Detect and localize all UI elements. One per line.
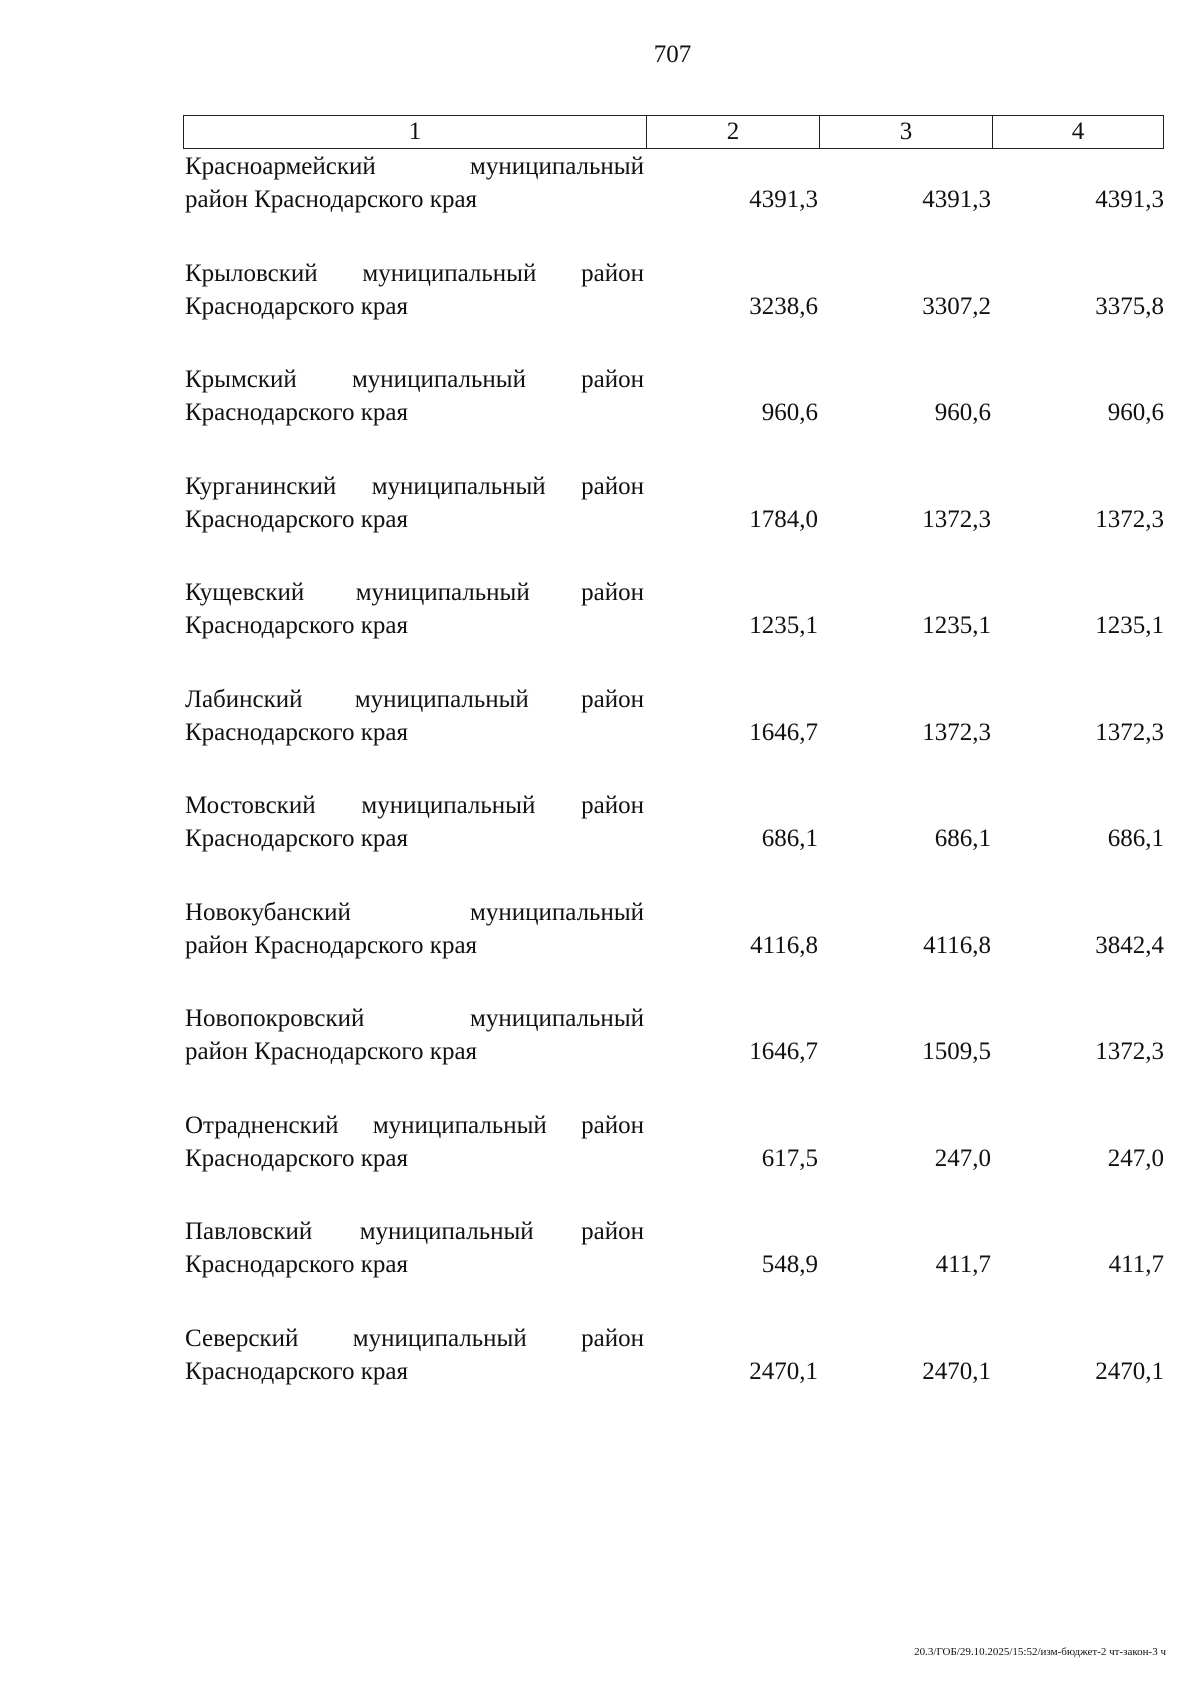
district-name [185,576,644,642]
value-col3: 1235,1 [922,612,991,639]
column-header-1: 1 [408,118,422,145]
district-name-line1: Крыловский муниципальный район [185,259,644,287]
district-name-line2: район Краснодарского края [185,1038,478,1065]
value-col4: 1372,3 [1095,718,1164,746]
district-name [185,1109,644,1175]
value-col3: 247,0 [934,1144,991,1172]
value-col2: 1235,1 [749,612,818,639]
column-header-2: 2 [646,116,819,148]
table-body [185,150,1165,1428]
value-col3: 1372,3 [922,718,991,746]
district-name-line2: Краснодарского края [185,1357,408,1385]
table-row [185,1109,1165,1216]
district-name-line2: район Краснодарского края [185,186,478,213]
value-col4: 3842,4 [1095,931,1164,959]
district-name-line2: Краснодарского края [185,399,408,426]
value-col4: 2470,1 [1095,1357,1164,1385]
district-name [185,1322,644,1388]
district-name-line2: Краснодарского края [185,612,408,639]
district-name [185,789,644,855]
table-row [185,257,1165,364]
table-row [185,1215,1165,1322]
district-name-line1: Отрадненский муниципальный район [185,1111,644,1139]
district-name-line1: Красноармейский муниципальный [185,153,644,180]
table-row [185,576,1165,683]
district-name-line2: Краснодарского края [185,505,408,533]
district-name-line1: Мостовский муниципальный район [185,792,644,819]
value-col2: 4391,3 [749,186,818,213]
table-row [185,896,1165,1003]
table-header [183,115,1164,149]
district-name [185,1002,644,1068]
value-col4: 4391,3 [1095,186,1164,213]
value-col3: 4391,3 [922,186,991,213]
value-col3: 411,7 [935,1251,991,1278]
table-row [185,363,1165,470]
district-name-line1: Кущевский муниципальный район [185,579,644,606]
district-name-line2: Краснодарского края [185,1144,408,1172]
value-col2: 548,9 [761,1251,818,1278]
value-col4: 960,6 [1107,399,1164,426]
district-name-line1: Курганинский муниципальный район [185,472,644,500]
value-col2: 2470,1 [749,1357,818,1385]
value-col2: 3238,6 [749,292,818,320]
district-name-line2: Краснодарского края [185,1251,408,1278]
value-col2: 960,6 [761,399,818,426]
table-row [185,683,1165,790]
district-name [185,470,644,536]
value-col3: 1509,5 [922,1038,991,1065]
district-name [185,257,644,323]
district-name-line1: Северский муниципальный район [185,1324,644,1352]
document-footer: 20.3/ГОБ/29.10.2025/15:52/изм-бюджет-2 чт-закон-3 ч [914,1646,1166,1658]
table-row [185,789,1165,896]
value-col4: 247,0 [1107,1144,1164,1172]
value-col2: 686,1 [761,825,818,852]
value-col4: 686,1 [1107,825,1164,852]
district-name-line2: Краснодарского края [185,825,408,852]
value-col3: 3307,2 [922,292,991,320]
district-name [185,896,644,962]
district-name [185,150,644,216]
value-col2: 4116,8 [750,931,818,959]
page-number: 707 [653,41,692,68]
district-name [185,683,644,749]
table-row [185,1322,1165,1429]
column-header-3: 3 [819,116,992,148]
district-name-line2: Краснодарского края [185,292,408,320]
district-name-line1: Лабинский муниципальный район [185,685,644,713]
value-col3: 960,6 [934,399,991,426]
value-col2: 1784,0 [749,505,818,533]
value-col3: 686,1 [934,825,991,852]
district-name-line1: Крымский муниципальный район [185,366,644,393]
district-name [185,1215,644,1281]
value-col3: 2470,1 [922,1357,991,1385]
value-col3: 1372,3 [922,505,991,533]
value-col4: 1235,1 [1095,612,1164,639]
column-header-4: 4 [992,116,1163,148]
table-row [185,150,1165,257]
district-name-line1: Павловский муниципальный район [185,1218,644,1245]
value-col2: 617,5 [761,1144,818,1172]
district-name [185,363,644,429]
table-row [185,1002,1165,1109]
table-row [185,470,1165,577]
district-name-line1: Новопокровский муниципальный [185,1005,644,1032]
value-col3: 4116,8 [923,931,991,959]
district-name-line1: Новокубанский муниципальный [185,898,644,926]
district-name-line2: район Краснодарского края [185,931,478,959]
district-name-line2: Краснодарского края [185,718,408,746]
value-col2: 1646,7 [749,718,818,746]
value-col4: 3375,8 [1095,292,1164,320]
value-col4: 1372,3 [1095,505,1164,533]
value-col4: 1372,3 [1095,1038,1164,1065]
value-col2: 1646,7 [749,1038,818,1065]
value-col4: 411,7 [1108,1251,1164,1278]
